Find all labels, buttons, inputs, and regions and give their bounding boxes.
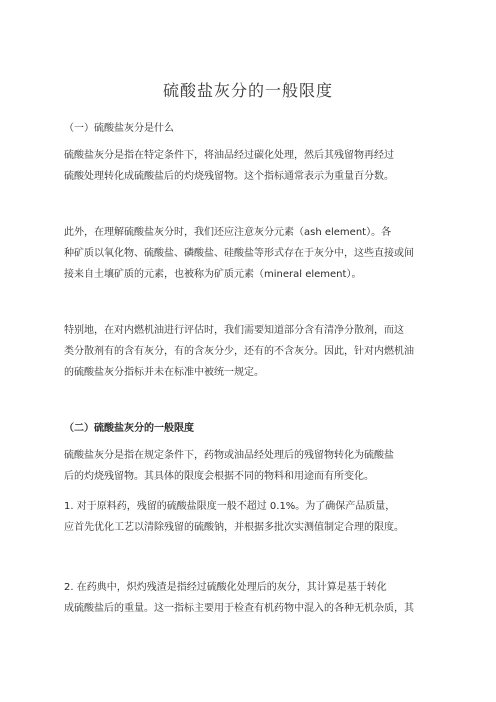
section-2-p1-line-2: 后的灼烧残留物。其具体的限度会根据不同的物料和用途而有所变化。 — [64, 471, 374, 482]
section-1-heading: （一）硫酸盐灰分是什么 — [64, 123, 174, 134]
document-title: 硫酸盐灰分的一般限度 — [162, 81, 333, 100]
section-2-p2-line-1: 1. 对于原料药，残留的硫酸盐限度一般不超过 0.1%。为了确保产品质量， — [64, 501, 396, 512]
section-2-p3-line-1: 2. 在药典中，炽灼残渣是指经过硫酸化处理后的灰分，其计算是基于转化 — [64, 582, 387, 593]
section-1-p3-line-2: 类分散剂有的含有灰分，有的含灰分少，还有的不含灰分。因此，针对内燃机油 — [64, 346, 414, 357]
section-1-p3-line-1: 特别地，在对内燃机油进行评估时，我们需要知道部分含有清净分散剂，而这 — [64, 325, 404, 336]
section-1-p1-line-1: 硫酸盐灰分是指在特定条件下，将油品经过碳化处理，然后其残留物再经过 — [64, 150, 394, 161]
section-2-p2-line-2: 应首先优化工艺以清除残留的硫酸钠，并根据多批次实测值制定合理的限度。 — [64, 522, 404, 533]
section-2-p1-line-1: 硫酸盐灰分是指在规定条件下，药物或油品经处理后的残留物转化为硫酸盐 — [64, 450, 394, 461]
section-1-p2-line-3: 接来自土壤矿质的元素，也被称为矿质元素（mineral element）。 — [64, 269, 362, 280]
section-2-heading: （二）硫酸盐灰分的一般限度 — [64, 423, 194, 434]
section-1-p2-line-2: 种矿质以氧化物、硫酸盐、磷酸盐、硅酸盐等形式存在于灰分中，这些直接或间 — [64, 248, 414, 259]
section-2-p3-line-2: 成硫酸盐后的重量。这一指标主要用于检查有机药物中混入的各种无机杂质，其 — [64, 603, 414, 614]
section-1-p3-line-3: 的硫酸盐灰分指标并未在标准中被统一规定。 — [64, 367, 264, 378]
section-1-p2-line-1: 此外，在理解硫酸盐灰分时，我们还应注意灰分元素（ash element）。各 — [64, 227, 392, 238]
section-1-p1-line-2: 硫酸处理转化成硫酸盐后的灼烧残留物。这个指标通常表示为重量百分数。 — [64, 171, 394, 182]
